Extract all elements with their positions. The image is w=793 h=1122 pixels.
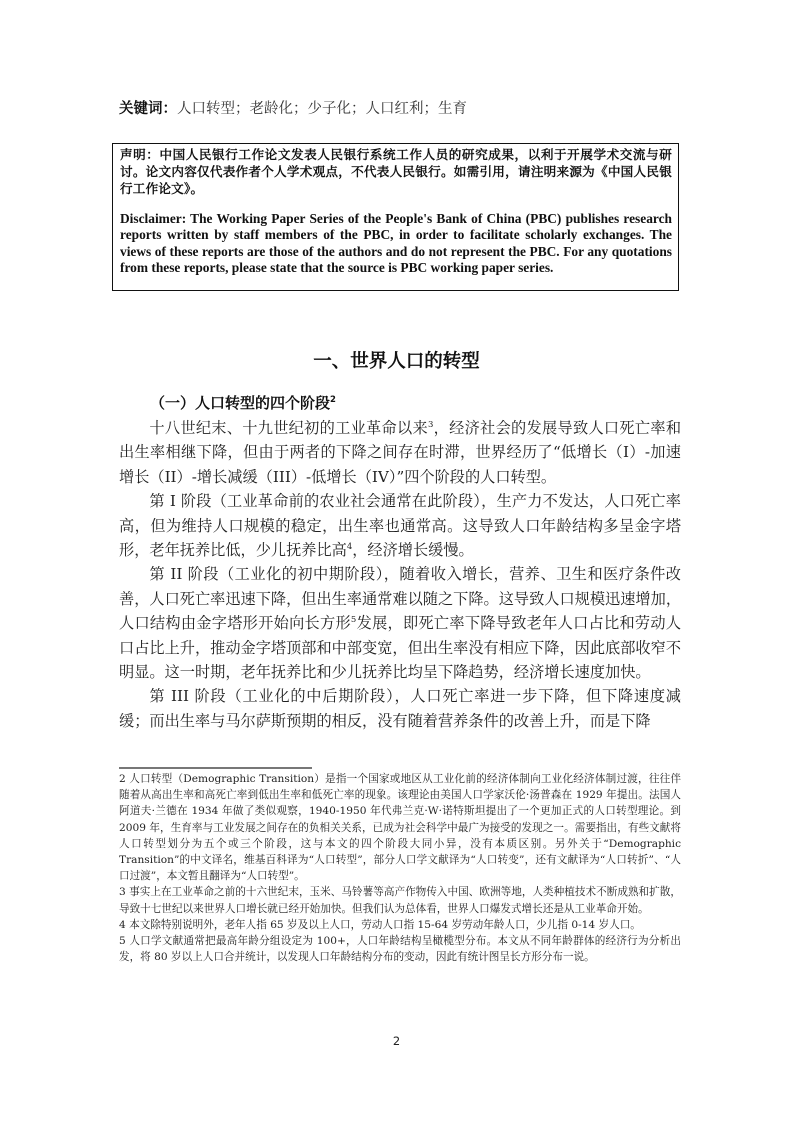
subsection-title-text: （一）人口转型的四个阶段 <box>150 394 331 412</box>
footnote: 3 事实上在工业革命之前的十六世纪末，玉米、马铃薯等高产作物传入中国、欧洲等地，人类种植技术不断成熟和扩散，导致十七世纪以来世界人口增长就已经开始加快。但我们认为总体看，世界人口爆发式增长还是从工业革命开始。 <box>119 886 681 915</box>
footnote-divider <box>119 767 312 769</box>
section-title: 一、世界人口的转型 <box>313 351 480 372</box>
footnote-ref[interactable]: 2 <box>330 395 336 405</box>
paragraph <box>119 562 681 684</box>
disclaimer-chinese: 声明：中国人民银行工作论文发表人民银行系统工作人员的研究成果，以利于开展学术交流与研讨。论文内容仅代表作者个人学术观点，不代表人民银行。如需引用，请注明来源为《中国人民银行工作论文》。 <box>120 147 672 196</box>
disclaimer-english: Disclaimer: The Working Paper Series of the People's Bank of China (PBC) publishes research reports written by staff members of the PBC, in order to facilitate scholarly exchanges. The views of these reports are those of the authors and do not represent the PBC. For any quotations from these reports, please state that the source is PBC working paper series. <box>120 211 672 275</box>
subsection-title <box>150 391 336 415</box>
keywords-line <box>119 99 467 119</box>
footnote: 4 本文除特别说明外，老年人指 65 岁及以上人口，劳动人口指 15-64 岁劳动年龄人口，少儿指 0-14 岁人口。 <box>119 918 641 931</box>
footnote-ref[interactable]: 4 <box>346 541 353 552</box>
disclaimer-box <box>112 143 679 291</box>
footnotes <box>119 771 681 965</box>
paragraph <box>119 416 681 489</box>
page-number: 2 <box>392 1034 401 1048</box>
paragraph-text: ，经济社会的发展导致人口死亡率和出生率相继下降，但由于两者的下降之间存在时滞，世界经历了“低增长（I）-加速增长（II）-增长减缓（III）-低增长（IV）”四个阶段的人口转型。 <box>119 419 682 486</box>
paragraph-text: 十八世纪末、十九世纪初的工业革命以来 <box>149 419 428 437</box>
paragraph-text: 第 I 阶段（工业革命前的农业社会通常在此阶段），生产力不发达，人口死亡率高，但为维持人口规模的稳定，出生率也通常高。这导致人口年龄结构多呈金字塔形，老年抚养比低，少儿抚养比高 <box>119 492 681 560</box>
keywords-list: 人口转型；老龄化；少子化；人口红利；生育 <box>177 101 467 117</box>
paragraph <box>119 684 681 733</box>
paragraph-text: 发展，即死亡率下降导致老年人口占比和劳动人口占比上升，推动金字塔顶部和中部变宽，但出生率没有相应下降，因此底部收窄不明显。这一时期，老年抚养比和少儿抚养比均呈下降趋势，经济增长速度加快。 <box>119 614 682 682</box>
keywords-label: 关键词： <box>119 101 177 117</box>
footnote-ref[interactable]: 3 <box>427 419 434 430</box>
footnote-ref[interactable]: 5 <box>350 615 357 626</box>
paragraph <box>119 489 681 562</box>
footnote: 2 人口转型（Demographic Transition）是指一个国家或地区从工业化前的经济体制向工业化经济体制过渡，往往伴随着从高出生率和高死亡率到低出生率和低死亡率的现象。该理论由美国人口学家沃伦·汤普森在 1929 年提出。法国人阿道夫·兰德在 1934 年做了类似观察，1940-1950 年代弗兰克·W·诺特斯坦提出了一个更加正式的人口转型理论。到 2009 年，生育率与工业发展之间存在的负相关关系，已成为社会科学中最广为接受的发现之一。需要指出，有些文献将人口转型划分为五个或三个阶段，这与本文的四个阶段大同小异，没有本质区别。另外关于“Demographic Transition”的中文译名，维基百科译为“人口转型”，部分人口学文献译为“人口转变”，还有文献译为“人口转折”、“人口过渡”，本文暂且翻译为“人口转型”。 <box>119 773 681 883</box>
paragraph-text: 第 III 阶段（工业化的中后期阶段），人口死亡率进一步下降，但下降速度减缓；而出生率与马尔萨斯预期的相反，没有随着营养条件的改善上升，而是下降 <box>119 687 681 730</box>
paragraph-text: ，经济增长缓慢。 <box>352 541 474 560</box>
body-text <box>119 416 681 733</box>
paragraph-text: 第 II 阶段（工业化的初中期阶段），随着收入增长，营养、卫生和医疗条件改善，人口死亡率迅速下降，但出生率通常难以随之下降。这导致人口规模迅速增加，人口结构由金字塔形开始向长方形 <box>119 565 681 633</box>
footnote: 5 人口学文献通常把最高年龄分组设定为 100+，人口年龄结构呈橄榄型分布。本文从不同年龄群体的经济行为分析出发，将 80 岁以上人口合并统计，以发现人口年龄结构分布的变动，因此有统计图呈长方形分布一说。 <box>119 935 681 964</box>
